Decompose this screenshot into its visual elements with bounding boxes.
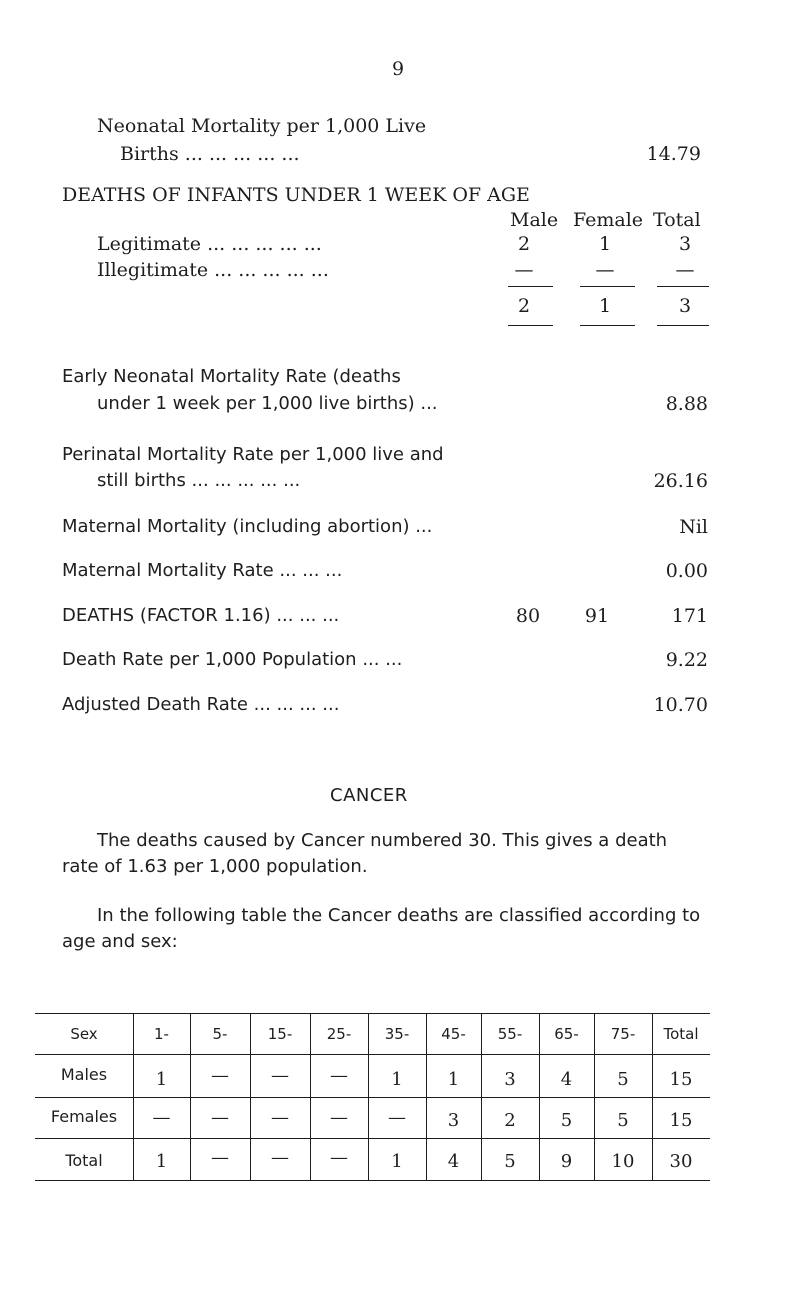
table-cell: 10 [611, 1151, 635, 1172]
table-cell-total: 30 [669, 1151, 693, 1172]
adjusted-rate-label: Adjusted Death Rate ... ... ... ... [62, 694, 340, 715]
cancer-heading: CANCER [330, 785, 408, 806]
table-cell-total: 15 [669, 1110, 693, 1131]
perinatal-value: 26.16 [653, 470, 708, 492]
table-header-age: 15- [267, 1025, 293, 1043]
table-header-age: 1- [154, 1025, 169, 1043]
early-neonatal-line2: under 1 week per 1,000 live births) ... [97, 393, 438, 414]
table-header-total: Total [663, 1025, 699, 1043]
sum-female: 1 [598, 295, 612, 317]
table-header-age: 75- [610, 1025, 636, 1043]
legitimate-label: Legitimate ... ... ... ... ... [97, 233, 322, 255]
table-header-age: 5- [212, 1025, 228, 1043]
table-row-label-females: Females [50, 1107, 118, 1126]
early-neonatal-line1: Early Neonatal Mortality Rate (deaths [62, 366, 401, 387]
col-male-header: Male [510, 209, 559, 231]
neonatal-label-line1: Neonatal Mortality per 1,000 Live [97, 115, 427, 137]
table-cell: 1 [447, 1069, 460, 1090]
table-row-rule-2 [35, 1138, 710, 1139]
deaths-female: 91 [584, 605, 610, 627]
illegitimate-male: — [514, 259, 534, 281]
table-row-label-total: Total [65, 1151, 103, 1170]
table-header-age: 55- [497, 1025, 523, 1043]
sum-male: 2 [517, 295, 531, 317]
infants-week-heading: DEATHS OF INFANTS UNDER 1 WEEK OF AGE [62, 184, 530, 206]
page-number: 9 [392, 58, 405, 80]
table-cell: — [271, 1065, 289, 1086]
table-cell: — [388, 1107, 406, 1128]
illegitimate-female: — [595, 259, 615, 281]
table-cell: 1 [155, 1151, 168, 1172]
neonatal-label-line2: Births ... ... ... ... ... [120, 143, 300, 165]
cancer-para2-line1: In the following table the Cancer deaths are classified according to [97, 905, 701, 926]
adjusted-rate-value: 10.70 [653, 694, 708, 716]
table-cell: — [330, 1107, 348, 1128]
table-cell: — [271, 1107, 289, 1128]
table-cell: 4 [447, 1151, 460, 1172]
table-cell: 2 [504, 1110, 516, 1131]
col-total-header: Total [653, 209, 701, 231]
deaths-male: 80 [515, 605, 541, 627]
table-header-age: 25- [326, 1025, 352, 1043]
table-cell: 1 [391, 1151, 403, 1172]
female-rule-bottom [580, 325, 635, 326]
table-cell: — [152, 1107, 171, 1128]
col-female-header: Female [573, 209, 644, 231]
table-cell: 3 [504, 1069, 516, 1090]
maternal-incl-value: Nil [679, 516, 708, 538]
legitimate-male: 2 [517, 233, 531, 255]
death-rate-label: Death Rate per 1,000 Population ... ... [62, 649, 403, 670]
legitimate-female: 1 [598, 233, 612, 255]
table-header-age: 45- [441, 1025, 466, 1043]
table-cell: — [211, 1147, 229, 1168]
table-cell: 9 [560, 1151, 573, 1172]
table-row-rule-1 [35, 1097, 710, 1098]
neonatal-value: 14.79 [646, 143, 701, 165]
table-bottom-rule [35, 1180, 710, 1181]
table-cell: 5 [617, 1110, 629, 1131]
table-cell: — [211, 1107, 229, 1128]
maternal-incl-label: Maternal Mortality (including abortion) ... [62, 516, 433, 537]
cancer-table [35, 1013, 710, 1181]
total-rule-bottom [657, 325, 709, 326]
table-top-rule [35, 1013, 710, 1014]
male-rule-top [508, 286, 553, 287]
table-cell: 1 [155, 1069, 168, 1090]
sum-total: 3 [678, 295, 692, 317]
table-cell: — [330, 1065, 348, 1086]
table-cell: 3 [447, 1110, 460, 1131]
table-cell: — [211, 1065, 229, 1086]
illegitimate-total: — [675, 259, 695, 281]
table-header-age: 35- [384, 1025, 410, 1043]
table-row-label-males: Males [60, 1065, 108, 1084]
deaths-total: 171 [671, 605, 708, 627]
maternal-rate-label: Maternal Mortality Rate ... ... ... [62, 560, 343, 581]
table-cell: — [330, 1147, 348, 1168]
perinatal-line2: still births ... ... ... ... ... [97, 470, 301, 491]
table-cell: 1 [391, 1069, 403, 1090]
female-rule-top [580, 286, 635, 287]
table-cell: 4 [560, 1069, 573, 1090]
cancer-para2-line2: age and sex: [62, 931, 178, 952]
perinatal-line1: Perinatal Mortality Rate per 1,000 live and [62, 444, 444, 465]
male-rule-bottom [508, 325, 553, 326]
deaths-factor-label: DEATHS (FACTOR 1.16) ... ... ... [62, 605, 340, 626]
legitimate-total: 3 [678, 233, 692, 255]
early-neonatal-value: 8.88 [665, 393, 708, 415]
death-rate-value: 9.22 [665, 649, 708, 671]
cancer-para1-line2: rate of 1.63 per 1,000 population. [62, 856, 368, 877]
maternal-rate-value: 0.00 [665, 560, 708, 582]
table-cell: 5 [617, 1069, 629, 1090]
total-rule-top [657, 286, 709, 287]
table-cell-total: 15 [669, 1069, 693, 1090]
table-header-age: 65- [554, 1025, 579, 1043]
illegitimate-label: Illegitimate ... ... ... ... ... [97, 259, 329, 281]
table-cell: 5 [504, 1151, 516, 1172]
table-cell: 5 [560, 1110, 573, 1131]
table-header-rule [35, 1054, 710, 1055]
table-header-sex: Sex [70, 1025, 98, 1043]
table-cell: — [271, 1147, 289, 1168]
cancer-para1-line1: The deaths caused by Cancer numbered 30. This gives a death [97, 830, 668, 851]
